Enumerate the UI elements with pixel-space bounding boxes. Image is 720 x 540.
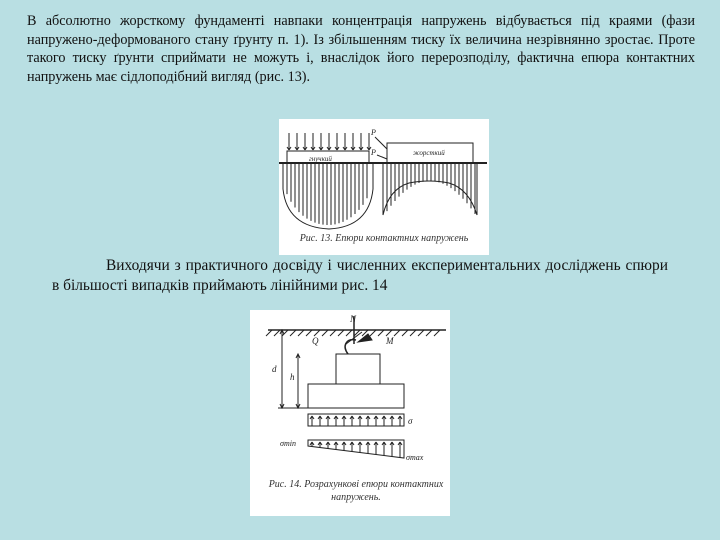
label-n: N: [350, 314, 357, 324]
paragraph-intro: В абсолютно жорсткому фундаменті навпаки концентрація напружень відбувається під краями (фази напружено-деформованого стану ґрунту п. 1). Із збільшенням тиску їх величина незрівнянно зростає. Проте такого тиску ґрунти сприймати не можуть і, внаслідок його перерозподілу, фактична епюра контактних напружень має сідлоподібний вигляд (рис. 13).: [27, 13, 695, 85]
label-h: h: [290, 372, 295, 382]
label-sigma: σ: [408, 416, 413, 426]
paragraph-linear: Виходячи з практичного досвіду і численних експериментальних досліджень спюри в більшості випадків приймають лінійними рис. 14: [52, 257, 668, 294]
figure-13-caption: Рис. 13. Епюри контактних напружень: [299, 233, 469, 244]
figure-14: [250, 310, 450, 516]
load-label-p2: P: [371, 148, 376, 157]
rigid-label: жорсткий: [413, 149, 445, 157]
flexible-label: гнучкий: [309, 155, 332, 163]
figure-13: [279, 119, 489, 255]
label-m: M: [386, 336, 394, 346]
figure-14-caption: Рис. 14. Розрахункові епюри контактних напружень.: [268, 479, 444, 503]
load-label-p1: P: [371, 128, 376, 137]
label-sigma-min: σmin: [280, 439, 296, 448]
label-d: d: [272, 364, 277, 374]
label-sigma-max: σmax: [406, 453, 424, 462]
label-q: Q: [312, 336, 319, 346]
